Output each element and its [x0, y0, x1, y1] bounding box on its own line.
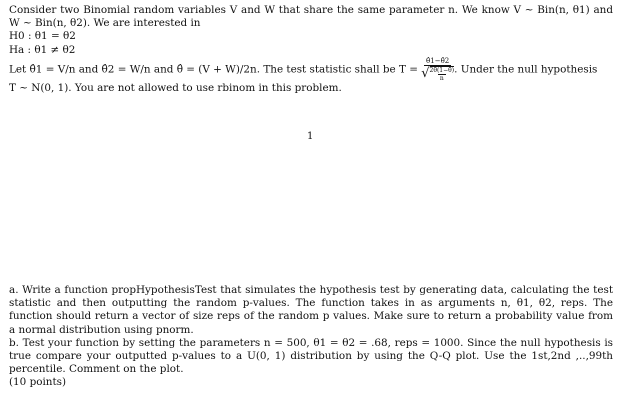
alternative-hypothesis: Ha : θ1 ≠ θ2 — [9, 43, 76, 56]
points: (10 points) — [9, 376, 67, 389]
fraction-denominator-bottom: n — [439, 74, 444, 82]
test-statistic-line — [9, 57, 613, 82]
intro-line-2: W ~ Bin(n, θ2). We are interested in — [9, 17, 201, 30]
part-a: a. Write a function propHypothesisTest that simulates the hypothesis test by generating data, calculating the test statistic and then outputting the random p-values. The function takes in as arguments n, θ1, θ2, reps. The function should return a vector of size reps of the random p values. Make sure to return a probability value from a normal distribution using pnorm. — [9, 284, 613, 336]
null-hypothesis: H0 : θ1 = θ2 — [9, 30, 76, 43]
null-distribution-line: T ~ N(0, 1). You are not allowed to use rbinom in this problem. — [9, 81, 342, 94]
questions — [9, 284, 613, 390]
part-b: b. Test your function by setting the parameters n = 500, θ1 = θ2 = .68, reps = 1000. Since the null hypothesis is true compare your outputted p-values to a U(0, 1) distribution by using the Q-Q plot. Use the 1st,2nd ,..,99th percentile. Comment on the plot. — [9, 336, 613, 376]
problem-statement — [9, 4, 613, 95]
test-statistic-text: Let θ̂1 = V/n and θ̂2 = W/n and θ̂ = (V + W)/2n. The test statistic shall be T = — [9, 63, 418, 76]
page-number: 1 — [307, 131, 314, 142]
fraction-denominator-top: 2θ̂(1−θ̂) — [429, 66, 455, 74]
sqrt-icon: √ 2θ̂(1−θ̂) n — [421, 65, 455, 82]
test-statistic-fraction — [421, 57, 454, 82]
intro-line-1: Consider two Binomial random variables V and W that share the same parameter n. We know V ~ Bin(n, θ1) and — [9, 4, 613, 16]
test-statistic-suffix: . Under the null hypothesis — [454, 63, 598, 76]
fraction-numerator: θ̂1−θ̂2 — [426, 56, 450, 65]
